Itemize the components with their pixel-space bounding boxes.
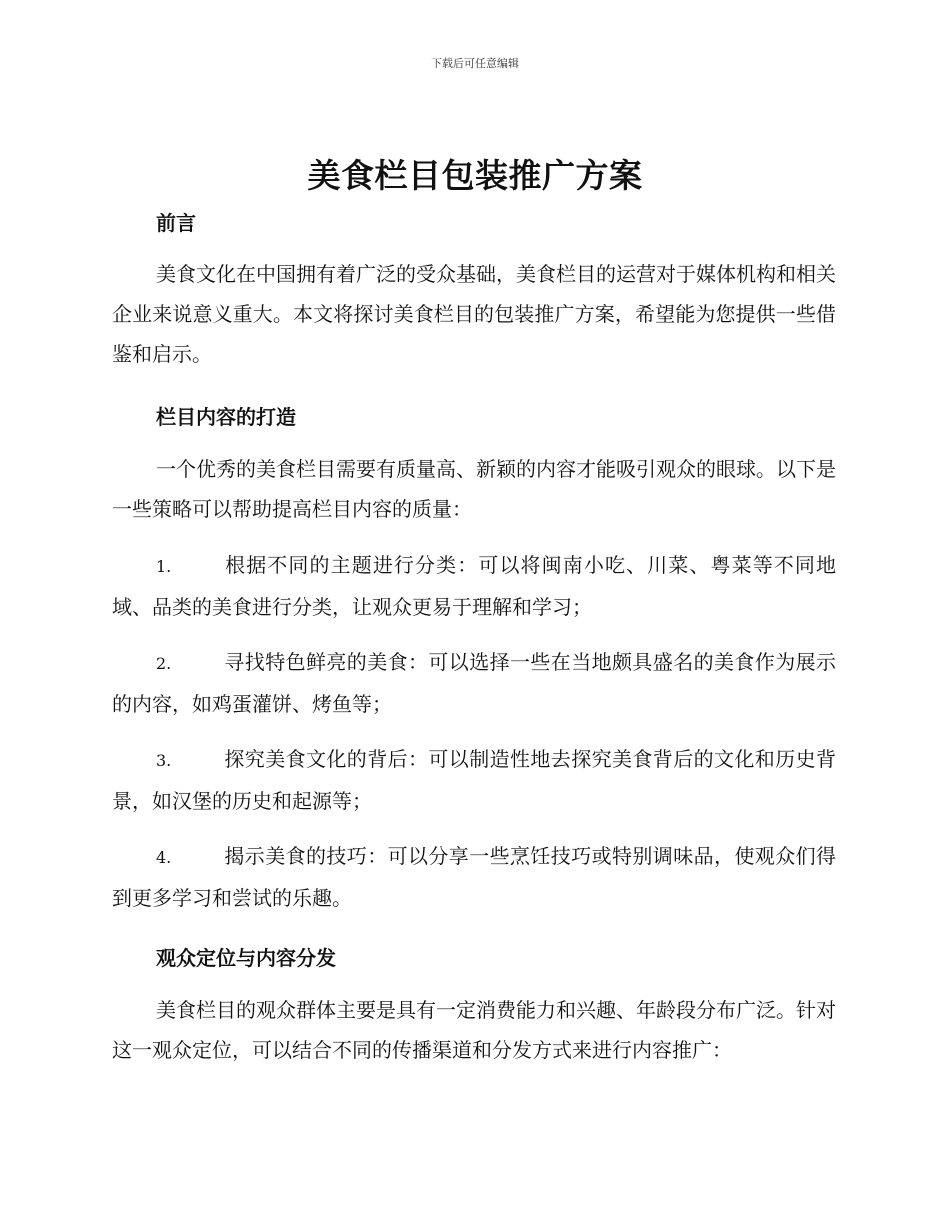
header-note: 下载后可任意编辑 bbox=[431, 57, 519, 70]
list-item bbox=[112, 642, 836, 724]
list-item-text: 探究美食文化的背后：可以制造性地去探究美食背后的文化和历史背景，如汉堡的历史和起源等； bbox=[112, 747, 836, 813]
list-item bbox=[112, 836, 836, 918]
list-item-number: 4. bbox=[156, 848, 172, 867]
document-title: 美食栏目包装推广方案 bbox=[307, 156, 643, 195]
list-item-number: 3. bbox=[156, 751, 172, 770]
list-item bbox=[112, 739, 836, 821]
list-item-text: 寻找特色鲜亮的美食：可以选择一些在当地颇具盛名的美食作为展示的内容，如鸡蛋灌饼、烤鱼等； bbox=[112, 650, 836, 716]
content-paragraph: 一个优秀的美食栏目需要有质量高、新颖的内容才能吸引观众的眼球。以下是一些策略可以帮助提高栏目内容的质量： bbox=[112, 457, 836, 521]
list-item-number: 2. bbox=[156, 654, 172, 673]
list-item-text: 根据不同的主题进行分类：可以将闽南小吃、川菜、粤菜等不同地域、品类的美食进行分类，让观众更易于理解和学习； bbox=[112, 553, 836, 619]
section-heading-preface: 前言 bbox=[156, 211, 196, 235]
list-item-text: 揭示美食的技巧：可以分享一些烹饪技巧或特别调味品，使观众们得到更多学习和尝试的乐趣。 bbox=[112, 844, 836, 910]
audience-paragraph: 美食栏目的观众群体主要是具有一定消费能力和兴趣、年龄段分布广泛。针对这一观众定位，可以结合不同的传播渠道和分发方式来进行内容推广： bbox=[112, 998, 836, 1062]
list-item-number: 1. bbox=[156, 557, 172, 576]
list-item bbox=[112, 545, 836, 627]
section-heading-audience: 观众定位与内容分发 bbox=[156, 946, 336, 970]
section-heading-content: 栏目内容的打造 bbox=[156, 405, 296, 429]
preface-paragraph: 美食文化在中国拥有着广泛的受众基础，美食栏目的运营对于媒体机构和相关企业来说意义重大。本文将探讨美食栏目的包装推广方案，希望能为您提供一些借鉴和启示。 bbox=[112, 262, 836, 366]
